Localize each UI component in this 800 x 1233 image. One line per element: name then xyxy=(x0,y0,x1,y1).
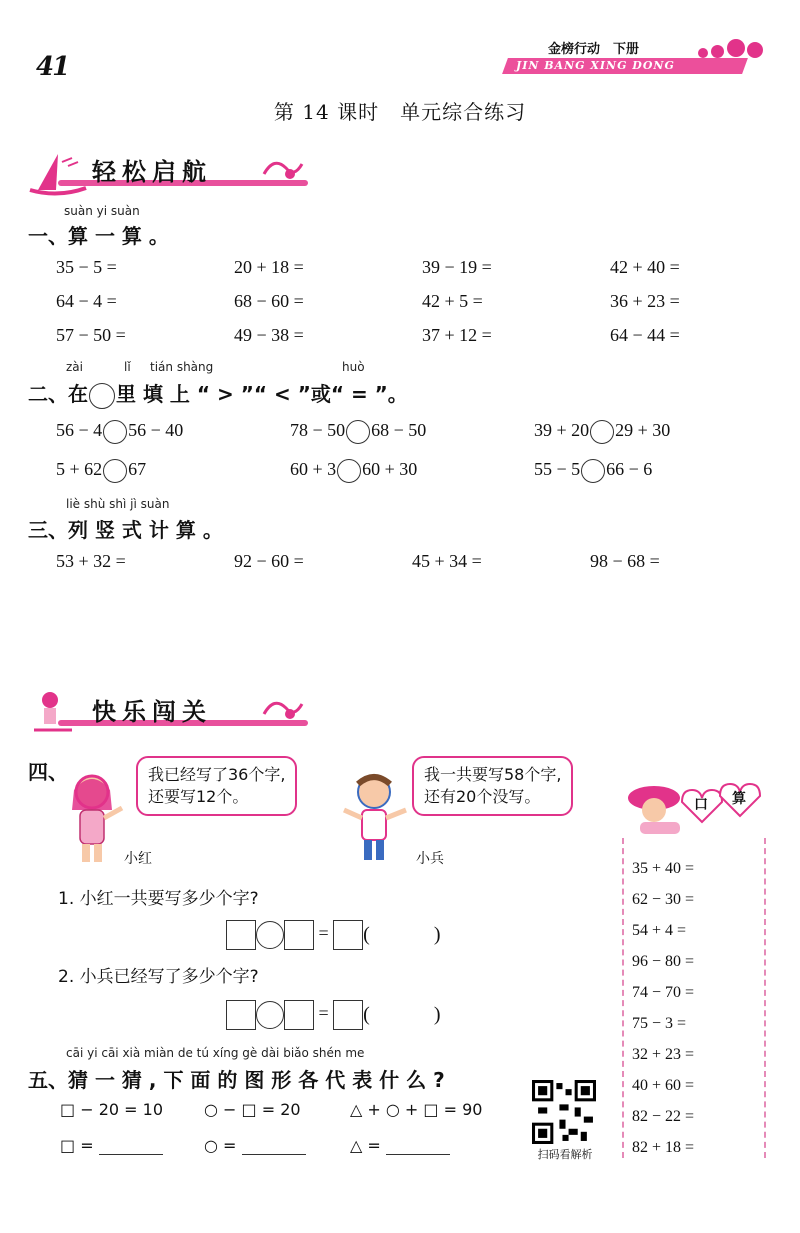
answer-circle[interactable] xyxy=(337,459,361,483)
section5-pinyin: cāi yi cāi xià miàn de tú xíng gè dài biǎo shén me xyxy=(66,1046,365,1060)
section3-pinyin: liè shù shì jì suàn xyxy=(66,497,170,511)
qr-label: 扫码看解析 xyxy=(537,1148,593,1161)
equation: 57 − 50 = xyxy=(56,325,126,345)
section2-pinyin-tianshang: tián shàng xyxy=(150,360,214,374)
speech-bubble-xiaohong: 我已经写了36个字, 还要写12个。 xyxy=(136,756,297,816)
answer-blank[interactable] xyxy=(386,1136,450,1155)
answer-box[interactable] xyxy=(284,920,314,950)
section2-pinyin-li: lǐ xyxy=(124,360,131,374)
banner-easy-start xyxy=(28,150,298,196)
compare-item: 55 − 5 66 − 6 xyxy=(534,459,652,483)
answer-box[interactable] xyxy=(333,1000,363,1030)
equation: 45 + 34 = xyxy=(412,551,482,571)
equation: 64 − 4 = xyxy=(56,291,117,311)
answer-circle[interactable] xyxy=(103,420,127,444)
kousuan-item: 96 − 80 = xyxy=(632,953,695,970)
section5-heading: 五、猜 一 猜 , 下 面 的 图 形 各 代 表 什 么 ? xyxy=(28,1068,445,1092)
answer-circle[interactable] xyxy=(256,1001,284,1029)
shape-answer-2: ○ = xyxy=(204,1136,306,1155)
equation: 20 + 18 = xyxy=(234,257,304,277)
equation: 42 + 5 = xyxy=(422,291,483,311)
kousuan-item: 82 − 22 = xyxy=(632,1108,695,1125)
page-number: 41 xyxy=(36,52,69,82)
answer-blank[interactable] xyxy=(99,1136,163,1155)
equation: 92 − 60 = xyxy=(234,551,304,571)
answer-box[interactable] xyxy=(226,920,256,950)
section3-heading: 三、列 竖 式 计 算 。 xyxy=(28,518,223,542)
qr-code-icon[interactable] xyxy=(532,1080,596,1144)
banner-label: 轻松启航 xyxy=(92,158,212,186)
section4-heading: 四、 xyxy=(28,760,68,784)
answer-row-1: = ( ) xyxy=(226,920,441,950)
section1-pinyin: suàn yi suàn xyxy=(64,204,140,218)
equation: 49 − 38 = xyxy=(234,325,304,345)
equation: 39 − 19 = xyxy=(422,257,492,277)
equation: 53 + 32 = xyxy=(56,551,126,571)
section2-heading: 二、在 里 填 上 “ > ”“ < ”或“ = ”。 xyxy=(28,378,408,409)
section2-pinyin-huo: huò xyxy=(342,360,365,374)
banner-happy-pass xyxy=(28,690,298,736)
equation: 35 − 5 = xyxy=(56,257,117,277)
section1-heading: 一、算 一 算 。 xyxy=(28,224,169,248)
question-1: 1. 小红一共要写多少个字? xyxy=(58,889,259,909)
answer-circle[interactable] xyxy=(256,921,284,949)
shape-equation-3: △ + ○ + □ = 90 xyxy=(350,1100,483,1119)
question-2: 2. 小兵已经写了多少个字? xyxy=(58,967,259,987)
answer-row-2: = ( ) xyxy=(226,1000,441,1030)
answer-circle[interactable] xyxy=(590,420,614,444)
equation: 98 − 68 = xyxy=(590,551,660,571)
kousuan-title-b: 算 xyxy=(732,791,746,807)
compare-item: 56 − 4 56 − 40 xyxy=(56,420,183,444)
brand-english: JIN BANG XING DONG xyxy=(516,59,675,72)
boy-icon xyxy=(336,770,416,870)
answer-circle[interactable] xyxy=(103,459,127,483)
swirl-icon xyxy=(260,694,306,722)
brand-title: 金榜行动 下册 xyxy=(548,42,640,57)
kousuan-item: 35 + 40 = xyxy=(632,860,695,877)
shape-answer-1: □ = xyxy=(60,1136,163,1155)
kousuan-title-a: 口 xyxy=(694,797,708,813)
answer-circle[interactable] xyxy=(346,420,370,444)
answer-blank[interactable] xyxy=(242,1136,306,1155)
banner-label: 快乐闯关 xyxy=(92,698,212,726)
equation: 42 + 40 = xyxy=(610,257,680,277)
equation: 37 + 12 = xyxy=(422,325,492,345)
answer-box[interactable] xyxy=(226,1000,256,1030)
girl-icon xyxy=(58,770,128,870)
kousuan-item: 54 + 4 = xyxy=(632,922,687,939)
character-name-xiaobing: 小兵 xyxy=(416,851,444,867)
kousuan-item: 74 − 70 = xyxy=(632,984,695,1001)
skater-icon xyxy=(28,690,84,736)
answer-circle[interactable] xyxy=(89,383,115,409)
compare-item: 60 + 3 60 + 30 xyxy=(290,459,417,483)
shape-equation-1: □ − 20 = 10 xyxy=(60,1100,163,1119)
lesson-title: 第 14 课时 单元综合练习 xyxy=(273,100,527,124)
kousuan-item: 62 − 30 = xyxy=(632,891,695,908)
kousuan-item: 75 − 3 = xyxy=(632,1015,687,1032)
kousuan-item: 82 + 18 = xyxy=(632,1139,695,1156)
kousuan-item: 32 + 23 = xyxy=(632,1046,695,1063)
answer-box[interactable] xyxy=(284,1000,314,1030)
swirl-icon xyxy=(260,154,306,182)
answer-circle[interactable] xyxy=(581,459,605,483)
section2-pinyin-zai: zài xyxy=(66,360,83,374)
shape-answer-3: △ = xyxy=(350,1136,450,1155)
kousuan-item: 40 + 60 = xyxy=(632,1077,695,1094)
compare-item: 78 − 50 68 − 50 xyxy=(290,420,426,444)
compare-item: 39 + 20 29 + 30 xyxy=(534,420,670,444)
equation: 36 + 23 = xyxy=(610,291,680,311)
equation: 64 − 44 = xyxy=(610,325,680,345)
character-name-xiaohong: 小红 xyxy=(124,851,152,867)
sailboat-icon xyxy=(28,150,88,196)
shape-equation-2: ○ − □ = 20 xyxy=(204,1100,301,1119)
compare-item: 5 + 62 67 xyxy=(56,459,146,483)
answer-box[interactable] xyxy=(333,920,363,950)
equation: 68 − 60 = xyxy=(234,291,304,311)
speech-bubble-xiaobing: 我一共要写58个字, 还有20个没写。 xyxy=(412,756,573,816)
